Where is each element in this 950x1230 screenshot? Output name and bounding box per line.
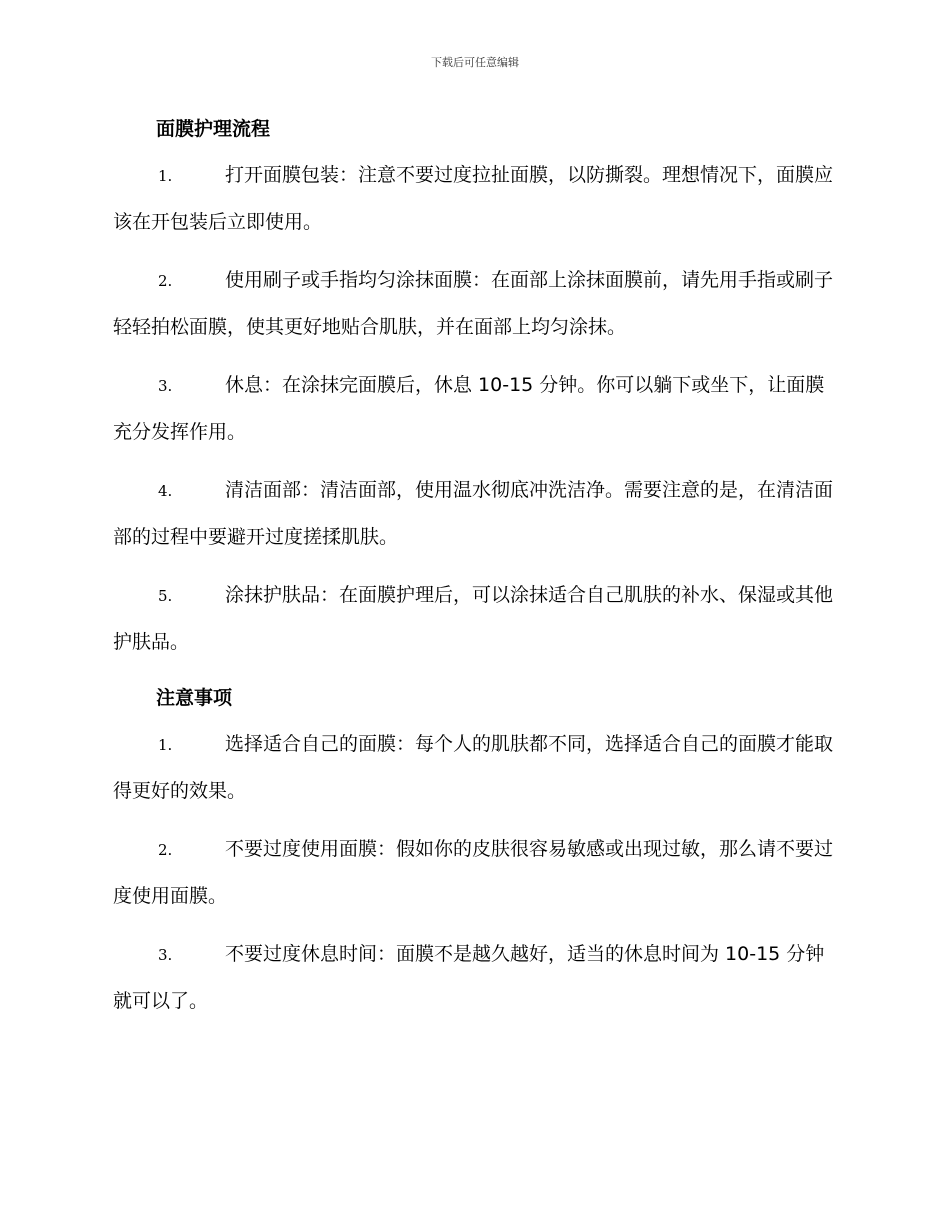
item-number: 3. bbox=[158, 946, 173, 964]
item-text: 涂抹护肤品：在面膜护理后，可以涂抹适合自己肌肤的补水、保湿或其他护肤品。 bbox=[113, 584, 834, 653]
list-item bbox=[113, 721, 835, 814]
section-precautions bbox=[113, 681, 835, 1024]
list-item bbox=[113, 152, 835, 245]
item-text: 使用刷子或手指均匀涂抹面膜：在面部上涂抹面膜前，请先用手指或刷子轻轻拍松面膜，使其更好地贴合肌肤，并在面部上均匀涂抹。 bbox=[113, 269, 834, 338]
section-heading: 注意事项 bbox=[156, 687, 233, 709]
item-number: 2. bbox=[158, 272, 173, 290]
list-item bbox=[113, 257, 835, 350]
list-item bbox=[113, 572, 835, 665]
item-number: 1. bbox=[158, 736, 173, 754]
list-item bbox=[113, 362, 835, 455]
list-item bbox=[113, 931, 835, 1024]
item-number: 4. bbox=[158, 482, 173, 500]
item-number: 1. bbox=[158, 167, 173, 185]
section-care-procedure bbox=[113, 112, 835, 665]
list-item bbox=[113, 467, 835, 560]
list-item bbox=[113, 826, 835, 919]
item-text: 清洁面部：清洁面部，使用温水彻底冲洗洁净。需要注意的是，在清洁面部的过程中要避开过度搓揉肌肤。 bbox=[113, 479, 834, 548]
item-number: 3. bbox=[158, 377, 173, 395]
item-text: 不要过度休息时间：面膜不是越久越好，适当的休息时间为 10-15 分钟就可以了。 bbox=[113, 943, 825, 1012]
item-number: 5. bbox=[158, 587, 173, 605]
item-text: 不要过度使用面膜：假如你的皮肤很容易敏感或出现过敏，那么请不要过度使用面膜。 bbox=[113, 838, 834, 907]
item-text: 打开面膜包装：注意不要过度拉扯面膜，以防撕裂。理想情况下，面膜应该在开包装后立即使用。 bbox=[113, 164, 834, 233]
item-text: 休息：在涂抹完面膜后，休息 10-15 分钟。你可以躺下或坐下，让面膜充分发挥作用。 bbox=[113, 374, 825, 443]
item-number: 2. bbox=[158, 841, 173, 859]
item-text: 选择适合自己的面膜：每个人的肌肤都不同，选择适合自己的面膜才能取得更好的效果。 bbox=[113, 733, 834, 802]
document-body bbox=[113, 112, 835, 1040]
section-heading: 面膜护理流程 bbox=[156, 118, 271, 140]
header-note: 下载后可任意编辑 bbox=[431, 56, 519, 69]
